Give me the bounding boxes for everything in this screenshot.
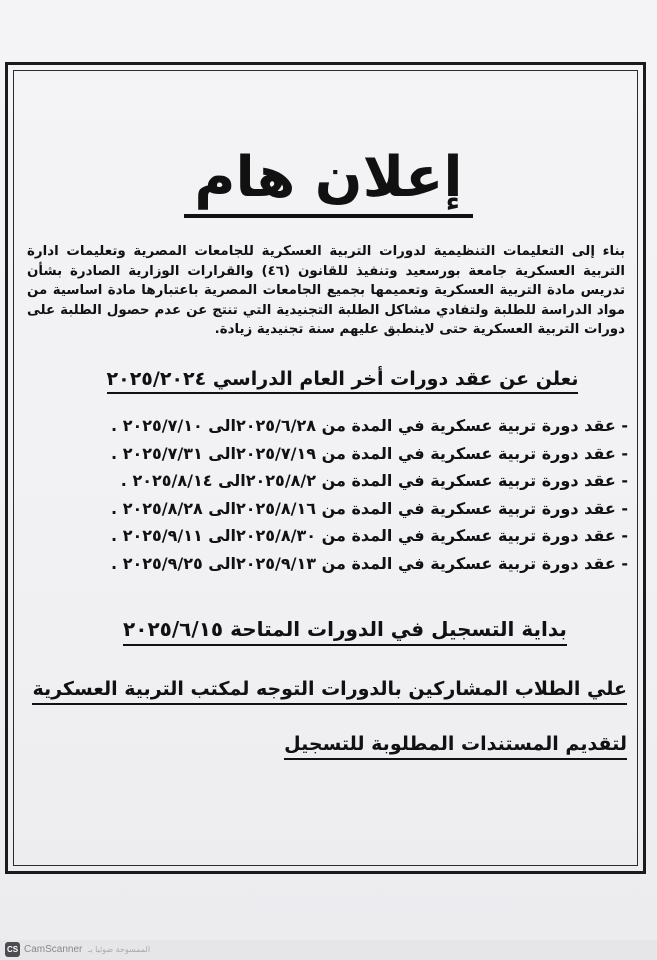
course-item: - عقد دورة تربية عسكرية في المدة من ٢٠٢٥/٦/٢٨الى ٢٠٢٥/٧/١٠ . <box>111 416 628 435</box>
documents-instruction-text: لتقديم المستندات المطلوبة للتسجيل <box>284 733 627 760</box>
students-instruction <box>30 678 627 700</box>
course-item: - عقد دورة تربية عسكرية في المدة من ٢٠٢٥/٨/١٦الى ٢٠٢٥/٨/٢٨ . <box>111 498 628 518</box>
title-text: إعلان هام <box>184 145 472 218</box>
course-item: - عقد دورة تربية عسكرية في المدة من ٢٠٢٥/٩/١٣الى ٢٠٢٥/٩/٢٥ . <box>111 553 628 573</box>
courses-announcement <box>60 368 625 390</box>
course-item: - عقد دورة تربية عسكرية في المدة من ٢٠٢٥/٧/١٩الى ٢٠٢٥/٧/٣١ . <box>111 443 628 463</box>
registration-start <box>60 617 630 641</box>
announcement-title <box>0 145 657 210</box>
camscanner-logo-icon: CS <box>5 942 20 957</box>
camscanner-name: CamScanner <box>24 944 83 955</box>
students-instruction-text: علي الطلاب المشاركين بالدورات التوجه لمكتب التربية العسكرية <box>32 678 627 705</box>
documents-instruction <box>30 733 627 755</box>
courses-announcement-text: نعلن عن عقد دورات أخر العام الدراسي ٢٠٢٥/٢٠٢٤ <box>107 368 579 394</box>
registration-start-text: بداية التسجيل في الدورات المتاحة ٢٠٢٥/٦/١٥ <box>123 617 567 646</box>
course-item: - عقد دورة تربية عسكرية في المدة من ٢٠٢٥/٨/٣٠الى ٢٠٢٥/٩/١١ . <box>111 526 628 545</box>
course-list <box>40 412 628 577</box>
course-item: - عقد دورة تربية عسكرية في المدة من ٢٠٢٥/٨/٢الى ٢٠٢٥/٨/١٤ . <box>120 471 628 490</box>
intro-paragraph: بناء إلى التعليمات التنظيمية لدورات التربية العسكرية للجامعات المصرية وتعليمات ادارة التربية العسكرية جامعة بورسعيد وتنفيذ للقانون (٤٦) والقرارات الوزارية الصادرة بشأن تدريس مادة التربية العسكرية وتعميمها بجميع الجامعات المصرية باعتبارها مادة اساسية من مواد الدراسة للطلبة ولتفادي مشاكل الطلبة التجنيدية التي تنتج عن عدم حصول الطلبة على دورات التربية العسكرية حتى لاينطبق عليهم سنة تجنيدية زيادة. <box>27 244 625 338</box>
scanned-with-label: الممسوحة ضوئيا بـ <box>88 945 151 954</box>
